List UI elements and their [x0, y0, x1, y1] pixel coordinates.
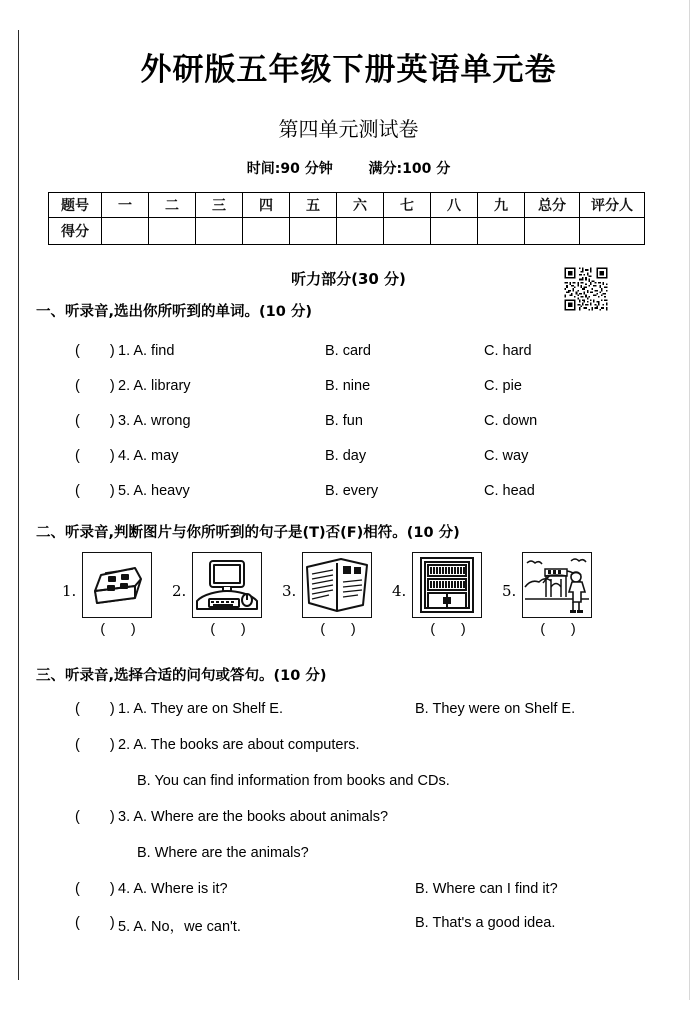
section-3-item-1	[0, 701, 697, 723]
section-2-heading: 二、听录音,判断图片与你所听到的句子是(T)否(F)相符。(10 分)	[36, 525, 460, 541]
score-cell-1[interactable]	[102, 218, 149, 245]
score-table-row-label-score: 得分	[49, 218, 102, 245]
answer-blank-s1-1[interactable]: ( )	[75, 343, 115, 359]
answer-blank-s3-1[interactable]: ( )	[75, 701, 115, 717]
s3-item-1-option-b[interactable]: B. They were on Shelf E.	[415, 701, 576, 717]
score-cell-total[interactable]	[525, 218, 580, 245]
score-table-col-1: 一	[102, 193, 149, 218]
score-cell-8[interactable]	[431, 218, 478, 245]
s1-item-2-option-b[interactable]: B. nine	[325, 378, 371, 394]
section-3-item-5	[0, 915, 697, 937]
park-arch-gate-girl-icon	[522, 552, 592, 618]
answer-blank-s3-4[interactable]: ( )	[75, 881, 115, 897]
picture-item-3	[282, 552, 394, 644]
answer-blank-s1-2[interactable]: ( )	[75, 378, 115, 394]
exam-meta	[0, 158, 697, 178]
s1-item-3-option-a[interactable]: 3. A. wrong	[118, 413, 191, 429]
bookshelf-cabinet-icon	[412, 552, 482, 618]
score-table-col-3: 三	[196, 193, 243, 218]
score-cell-7[interactable]	[384, 218, 431, 245]
answer-blank-pic-1[interactable]: ( )	[100, 620, 136, 636]
page-title: 外研版五年级下册英语单元卷	[140, 52, 557, 88]
s1-item-5-option-a[interactable]: 5. A. heavy	[118, 483, 190, 499]
score-cell-marker[interactable]	[580, 218, 645, 245]
s1-item-3-option-c[interactable]: C. down	[484, 413, 538, 429]
time-limit-label: 时间:90 分钟	[246, 161, 333, 177]
s1-item-2-option-a[interactable]: 2. A. library	[118, 378, 191, 394]
picture-3-label: 3.	[282, 582, 297, 600]
s3-item-2-option-b[interactable]: B. You can find information from books and CDs.	[137, 773, 450, 789]
s3-item-4-option-a[interactable]: 4. A. Where is it?	[118, 881, 228, 897]
s3-item-3-option-b[interactable]: B. Where are the animals?	[137, 845, 309, 861]
picture-5-label: 5.	[502, 582, 517, 600]
s1-item-1-option-a[interactable]: 1. A. find	[118, 343, 175, 359]
answer-blank-s1-3[interactable]: ( )	[75, 413, 115, 429]
score-cell-6[interactable]	[337, 218, 384, 245]
s1-item-5-option-c[interactable]: C. head	[484, 483, 535, 499]
section-1-item-2	[0, 378, 697, 400]
s3-item-2-option-a[interactable]: 2. A. The books are about computers.	[118, 737, 360, 753]
s3-item-4-option-b[interactable]: B. Where can I find it?	[415, 881, 558, 897]
s3-item-5-option-b[interactable]: B. That's a good idea.	[415, 915, 556, 931]
section-1-item-3	[0, 413, 697, 435]
s1-item-1-option-c[interactable]: C. hard	[484, 343, 532, 359]
score-table-col-8: 八	[431, 193, 478, 218]
picture-item-2	[172, 552, 284, 644]
answer-blank-pic-2[interactable]: ( )	[210, 620, 246, 636]
score-table	[48, 192, 645, 245]
qr-code-icon[interactable]	[563, 266, 609, 312]
score-table-col-9: 九	[478, 193, 525, 218]
s1-item-3-option-b[interactable]: B. fun	[325, 413, 363, 429]
score-table-col-7: 七	[384, 193, 431, 218]
s1-item-4-option-a[interactable]: 4. A. may	[118, 448, 179, 464]
s3-item-3-option-a[interactable]: 3. A. Where are the books about animals?	[118, 809, 389, 825]
s1-item-4-option-c[interactable]: C. way	[484, 448, 529, 464]
score-cell-9[interactable]	[478, 218, 525, 245]
dictionary-book-icon	[82, 552, 152, 618]
section-3-item-4	[0, 881, 697, 903]
score-table-col-total: 总分	[525, 193, 580, 218]
picture-4-label: 4.	[392, 582, 407, 600]
section-3-item-2	[0, 737, 697, 759]
listening-part-banner: 听力部分(30 分)	[291, 270, 406, 288]
section-1-item-5	[0, 483, 697, 505]
answer-blank-pic-3[interactable]: ( )	[320, 620, 356, 636]
answer-blank-s3-2[interactable]: ( )	[75, 737, 115, 753]
score-table-row-label-question: 题号	[49, 193, 102, 218]
score-table-header-row	[49, 193, 645, 218]
score-table-col-5: 五	[290, 193, 337, 218]
s1-item-4-option-b[interactable]: B. day	[325, 448, 367, 464]
section-3-heading: 三、听录音,选择合适的问句或答句。(10 分)	[36, 668, 327, 684]
section-1-item-4	[0, 448, 697, 470]
score-cell-3[interactable]	[196, 218, 243, 245]
picture-2-label: 2.	[172, 582, 187, 600]
picture-1-label: 1.	[62, 582, 77, 600]
section-2-picture-row	[0, 552, 697, 644]
total-score-label: 满分:100 分	[368, 161, 451, 177]
newspaper-pages-icon	[302, 552, 372, 618]
section-3-item-3	[0, 809, 697, 831]
page-subtitle: 第四单元测试卷	[278, 117, 419, 141]
s3-item-1-option-a[interactable]: 1. A. They are on Shelf E.	[118, 701, 283, 717]
answer-blank-s3-3[interactable]: ( )	[75, 809, 115, 825]
section-1-item-1	[0, 343, 697, 365]
s1-item-2-option-c[interactable]: C. pie	[484, 378, 522, 394]
answer-blank-pic-5[interactable]: ( )	[540, 620, 576, 636]
s1-item-5-option-b[interactable]: B. every	[325, 483, 379, 499]
s3-item-5-option-a[interactable]: 5. A. No，we can't.	[118, 919, 241, 935]
score-table-col-4: 四	[243, 193, 290, 218]
score-table-score-row	[49, 218, 645, 245]
section-1-heading: 一、听录音,选出你所听到的单词。(10 分)	[36, 304, 312, 320]
score-table-col-marker: 评分人	[580, 193, 645, 218]
answer-blank-s3-5[interactable]: ( )	[75, 915, 115, 931]
answer-blank-pic-4[interactable]: ( )	[430, 620, 466, 636]
score-cell-5[interactable]	[290, 218, 337, 245]
answer-blank-s1-4[interactable]: ( )	[75, 448, 115, 464]
score-cell-2[interactable]	[149, 218, 196, 245]
score-cell-4[interactable]	[243, 218, 290, 245]
picture-item-4	[392, 552, 504, 644]
score-table-col-6: 六	[337, 193, 384, 218]
picture-item-1	[62, 552, 174, 644]
score-table-col-2: 二	[149, 193, 196, 218]
picture-item-5	[502, 552, 614, 644]
desktop-computer-icon	[192, 552, 262, 618]
s1-item-1-option-b[interactable]: B. card	[325, 343, 371, 359]
answer-blank-s1-5[interactable]: ( )	[75, 483, 115, 499]
